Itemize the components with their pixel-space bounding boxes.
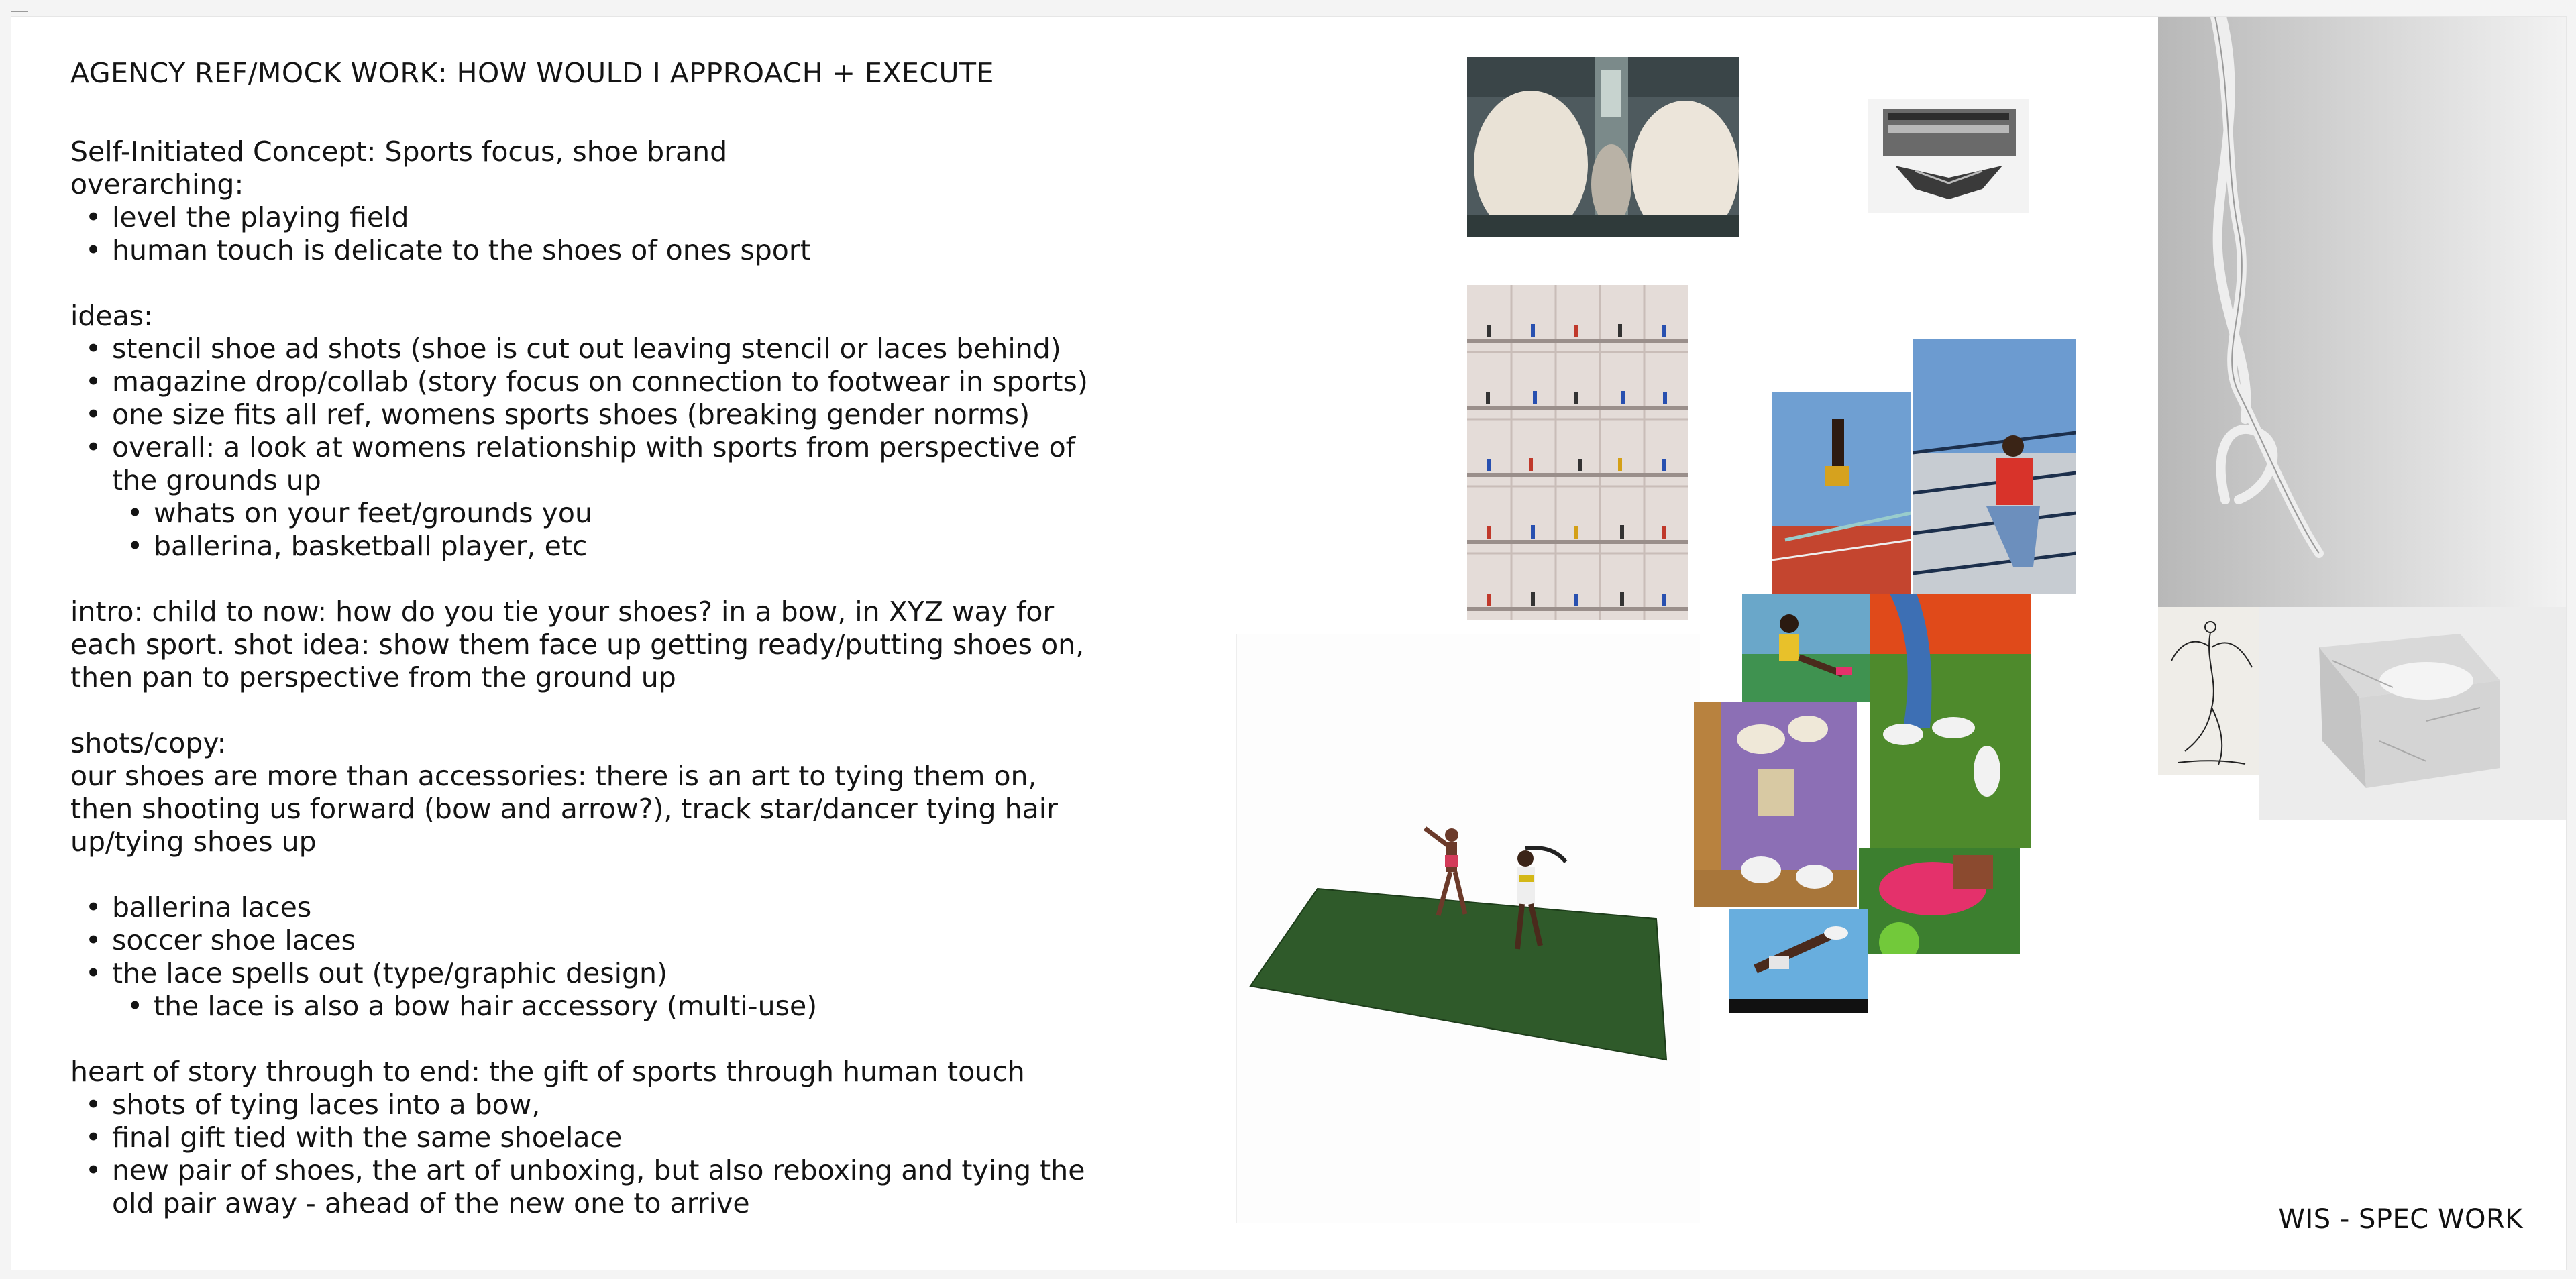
sneakers-grass-image <box>1870 594 2031 848</box>
heart-list <box>70 1089 1117 1220</box>
moodboard-canvas <box>11 16 2567 1270</box>
window-grid-image <box>1467 285 1688 620</box>
list-item-line: old pair away - ahead of the new one to arrive <box>112 1187 750 1219</box>
upside-down-sneakers-image <box>1694 702 1857 907</box>
list-item: • shots of tying laces into a bow, <box>70 1089 1117 1121</box>
concept-title: Self-Initiated Concept: Sports focus, shoe brand <box>70 135 728 168</box>
list-item <box>70 1154 1117 1220</box>
intro-line: intro: child to now: how do you tie your shoes? in a bow, in XYZ way for <box>70 596 1055 628</box>
ideas-section <box>70 300 1117 563</box>
image-caption <box>1266 1190 1353 1195</box>
list-item: • magazine drop/collab (story focus on connection to footwear in sports) <box>70 366 1117 398</box>
shots-list <box>70 891 1117 1023</box>
dancer-line-art-image <box>2158 607 2259 775</box>
shots-line: then shooting us forward (bow and arrow?), track star/dancer tying hair <box>70 793 1058 825</box>
intro-line: then pan to perspective from the ground up <box>70 661 676 693</box>
list-item: • stencil shoe ad shots (shoe is cut out leaving stencil or laces behind) <box>70 333 1117 366</box>
list-item: • ballerina laces <box>70 891 1117 924</box>
sitting-athlete-image <box>1742 594 1870 702</box>
pink-cleat-image <box>1859 848 2020 954</box>
shoelaces-image <box>2158 17 2566 607</box>
list-item-line: new pair of shoes, the art of unboxing, but also reboxing and tying the <box>112 1154 1085 1186</box>
concept-intro: overarching: <box>70 168 244 201</box>
list-item: • human touch is delicate to the shoes of ones sport <box>70 234 1117 267</box>
concept-section <box>70 135 1117 267</box>
ideas-title: ideas: <box>70 300 153 332</box>
shots-section <box>70 727 1117 858</box>
bleachers-image <box>1913 339 2076 594</box>
list-subitem: • whats on your feet/grounds you <box>70 497 1117 530</box>
list-item-line: overall: a look at womens relationship with sports from perspective of <box>112 431 1076 463</box>
list-item <box>70 431 1117 497</box>
shots-line: up/tying shoes up <box>70 826 317 858</box>
list-item-line: the grounds up <box>112 464 321 496</box>
list-item: • one size fits all ref, womens sports shoes (breaking gender norms) <box>70 398 1117 431</box>
stencil-wing-image <box>1868 99 2029 213</box>
costume-corridor-image <box>1467 57 1739 237</box>
track-flip-image <box>1772 392 1911 594</box>
intro-section <box>70 596 1117 694</box>
list-subitem: • ballerina, basketball player, etc <box>70 530 1117 563</box>
corner-mark <box>11 11 28 12</box>
concept-list <box>70 201 1117 267</box>
notes-column <box>70 57 1117 1253</box>
list-item: • final gift tied with the same shoelace <box>70 1121 1117 1154</box>
list-item: • level the playing field <box>70 201 1117 234</box>
shots-title: shots/copy: <box>70 727 227 759</box>
list-item: • the lace spells out (type/graphic design) <box>70 957 1117 990</box>
list-item: • soccer shoe laces <box>70 924 1117 957</box>
marble-shoebox-image <box>2259 607 2566 820</box>
footer-label: WIS - SPEC WORK <box>2278 1204 2523 1235</box>
ideas-list <box>70 333 1117 563</box>
shots-list-section <box>70 891 1117 1023</box>
jumping-athlete-image <box>1729 909 1868 1013</box>
intro-line: each sport. shot idea: show them face up getting ready/putting shoes on, <box>70 628 1085 661</box>
page-title: AGENCY REF/MOCK WORK: HOW WOULD I APPROACH + EXECUTE <box>70 57 994 89</box>
list-subitem: • the lace is also a bow hair accessory (multi-use) <box>70 990 1117 1023</box>
heart-title: heart of story through to end: the gift of sports through human touch <box>70 1056 1025 1088</box>
turf-dancers-image <box>1236 634 1700 1223</box>
shots-line: our shoes are more than accessories: there is an art to tying them on, <box>70 760 1037 792</box>
heart-section <box>70 1056 1117 1220</box>
